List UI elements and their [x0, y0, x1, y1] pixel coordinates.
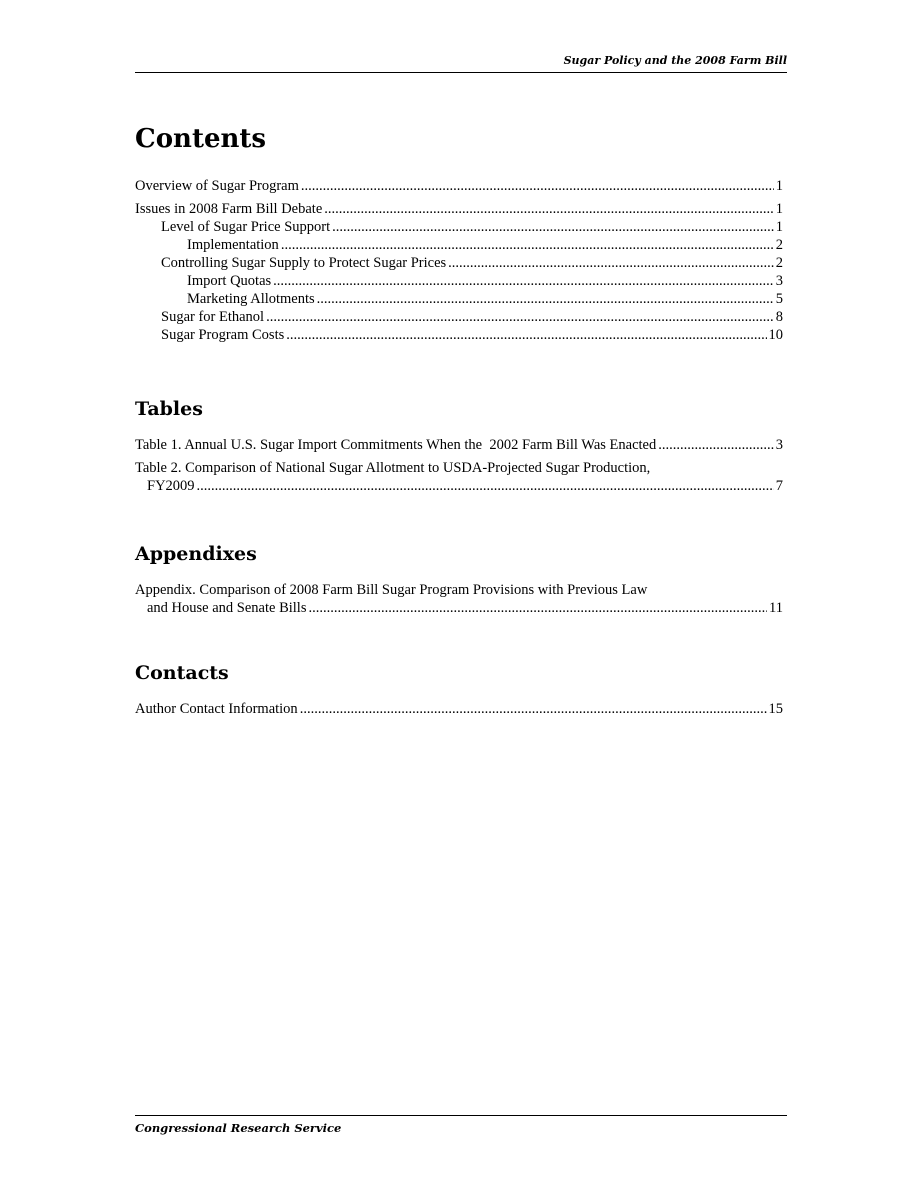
toc-entry-page: 5 — [775, 291, 783, 307]
toc-entry[interactable] — [135, 218, 783, 236]
tables-heading: Tables — [135, 398, 203, 420]
dot-leader — [448, 254, 774, 272]
contacts-list — [135, 700, 783, 718]
dot-leader — [324, 200, 773, 218]
toc-entry[interactable] — [135, 290, 783, 308]
running-header: Sugar Policy and the 2008 Farm Bill — [563, 54, 787, 67]
dot-leader — [197, 477, 774, 495]
toc-entry-page: 15 — [768, 701, 783, 717]
toc-entry-label-line2: FY2009 — [147, 478, 195, 494]
toc-entry-label: Table 1. Annual U.S. Sugar Import Commitments When the 2002 Farm Bill Was Enacted — [135, 437, 657, 453]
toc-entry-label: Marketing Allotments — [187, 291, 315, 307]
dot-leader — [332, 218, 774, 236]
toc-entry-label: Sugar for Ethanol — [161, 309, 265, 325]
dot-leader — [273, 272, 774, 290]
contents-list — [135, 177, 783, 344]
toc-entry[interactable] — [135, 326, 783, 344]
footer-rule — [135, 1115, 787, 1116]
toc-entry-page: 8 — [775, 309, 783, 325]
contacts-heading: Contacts — [135, 662, 229, 684]
toc-entry-label-line1: Table 2. Comparison of National Sugar Allotment to USDA-Projected Sugar Production, — [135, 460, 651, 476]
dot-leader — [308, 599, 767, 617]
toc-entry-page: 2 — [775, 255, 783, 271]
header-rule — [135, 72, 787, 73]
toc-entry-label: Implementation — [187, 237, 279, 253]
toc-entry-page: 1 — [775, 201, 783, 217]
toc-entry-label: Level of Sugar Price Support — [161, 219, 331, 235]
dot-leader — [281, 236, 774, 254]
toc-entry-page: 7 — [775, 478, 783, 494]
toc-entry-page: 11 — [769, 600, 783, 616]
contents-heading: Contents — [135, 124, 267, 154]
toc-entry-page: 3 — [775, 273, 783, 289]
toc-entry-label: Controlling Sugar Supply to Protect Sugar Prices — [161, 255, 447, 271]
toc-entry[interactable] — [135, 254, 783, 272]
toc-entry-page: 2 — [775, 237, 783, 253]
toc-entry-page: 1 — [775, 178, 783, 194]
toc-entry-label: Import Quotas — [187, 273, 272, 289]
toc-entry[interactable] — [135, 308, 783, 326]
toc-entry[interactable] — [135, 272, 783, 290]
toc-entry[interactable] — [135, 581, 783, 617]
dot-leader — [266, 308, 774, 326]
toc-entry[interactable] — [135, 236, 783, 254]
toc-entry-label: Issues in 2008 Farm Bill Debate — [135, 201, 323, 217]
toc-entry-page: 10 — [768, 327, 783, 343]
toc-entry[interactable] — [135, 200, 783, 218]
dot-leader — [301, 177, 774, 195]
dot-leader — [286, 326, 766, 344]
toc-entry-label: Overview of Sugar Program — [135, 178, 299, 194]
running-footer: Congressional Research Service — [135, 1121, 342, 1135]
dot-leader — [658, 436, 774, 454]
toc-entry-page: 3 — [775, 437, 783, 453]
toc-entry[interactable] — [135, 700, 783, 718]
toc-entry-page: 1 — [775, 219, 783, 235]
toc-entry[interactable] — [135, 459, 783, 495]
appendixes-heading: Appendixes — [135, 543, 257, 565]
appendixes-list — [135, 581, 783, 617]
toc-entry-label-line2: and House and Senate Bills — [147, 600, 307, 616]
toc-entry-label: Author Contact Information — [135, 701, 298, 717]
toc-entry[interactable] — [135, 177, 783, 195]
toc-entry-label: Sugar Program Costs — [161, 327, 285, 343]
toc-entry[interactable] — [135, 436, 783, 454]
dot-leader — [317, 290, 774, 308]
tables-list — [135, 436, 783, 495]
dot-leader — [300, 700, 767, 718]
toc-entry-label-line1: Appendix. Comparison of 2008 Farm Bill Sugar Program Provisions with Previous Law — [135, 582, 648, 598]
